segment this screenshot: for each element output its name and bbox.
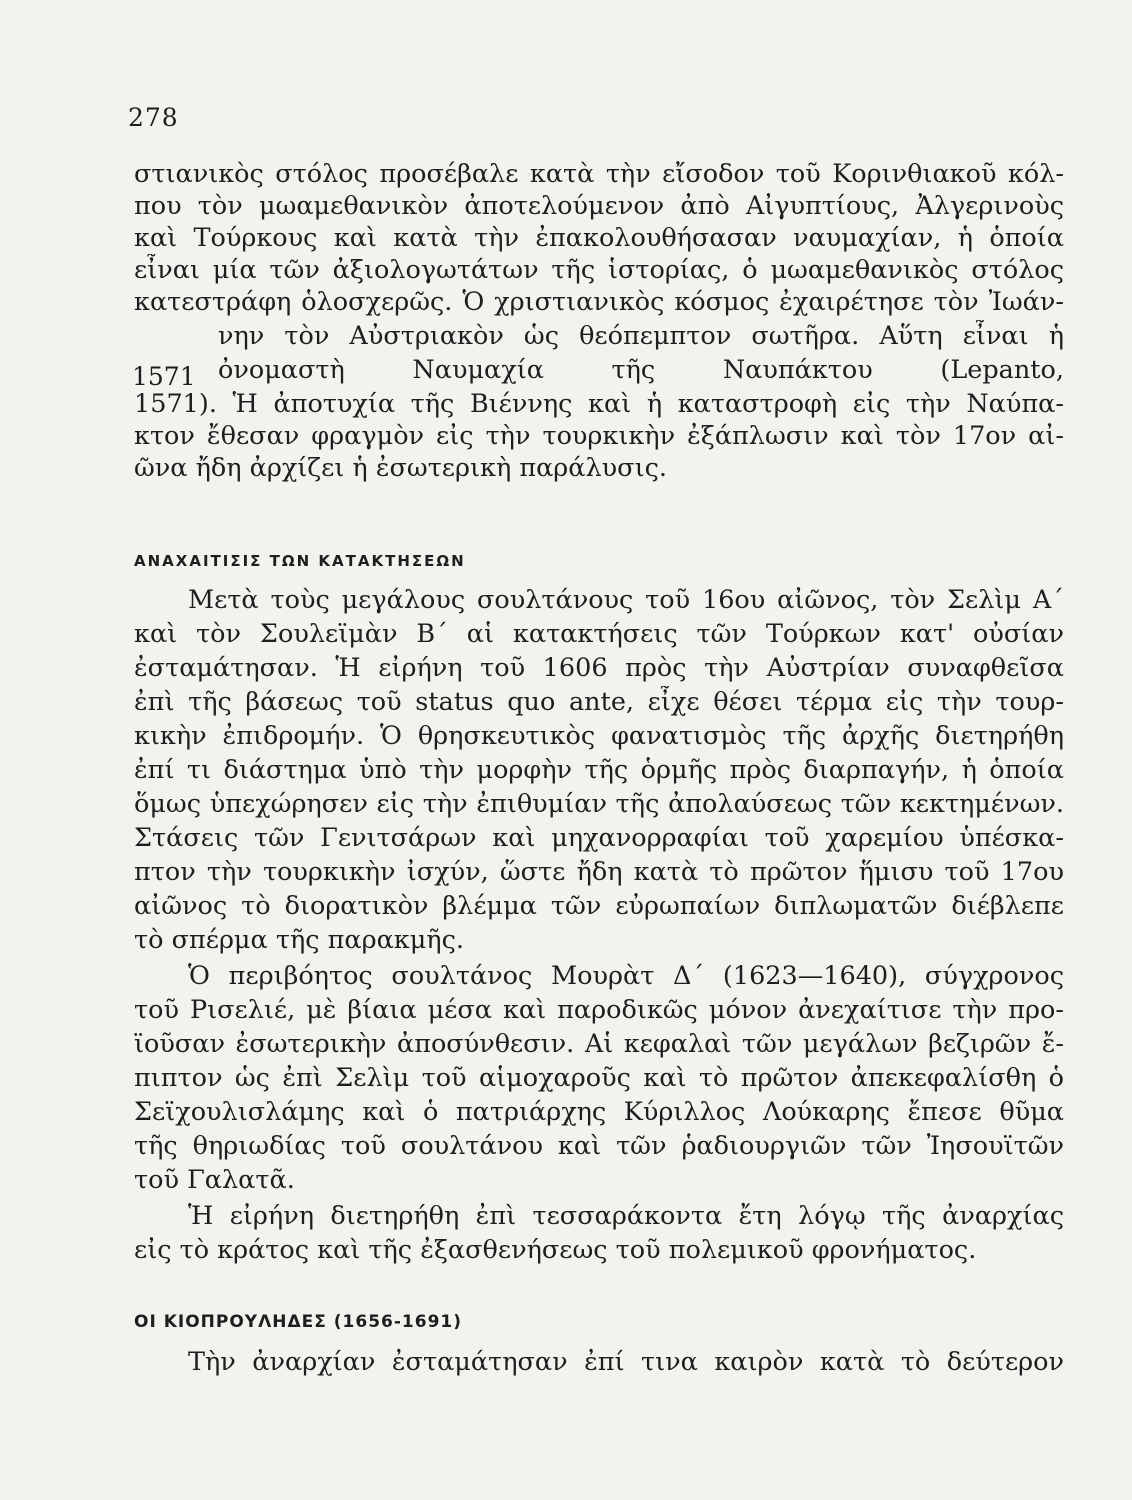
text-line: εἶναι μία τῶν ἀξιολογωτάτων τῆς ἱστορίας, ὁ μωαμεθανικὸς στόλος [134,255,1064,285]
text-line: ϊοῦσαν ἐσωτερικὴν ἀποσύνθεσιν. Αἱ κεφαλαὶ τῶν μεγάλων βεζιρῶν ἔ- [134,1029,1064,1059]
text-line: ἐπὶ τῆς βάσεως τοῦ status quo ante, εἶχε θέσει τέρμα εἰς τὴν τουρ- [134,687,1064,717]
text-line: κτον ἔθεσαν φραγμὸν εἰς τὴν τουρκικὴν ἐξάπλωσιν καὶ τὸν 17ον αἰ- [134,421,1064,451]
section-heading: ΟΙ ΚΙΟΠΡΟΥΛΗΔΕΣ (1656-1691) [134,1312,463,1332]
section-heading: ΑΝΑΧΑΙΤΙΣΙΣ ΤΩΝ ΚΑΤΑΚΤΗΣΕΩΝ [134,552,466,570]
text-line: Ὁ περιβόητος σουλτάνος Μουρὰτ Δ΄ (1623—1640), σύγχρονος [188,961,1064,991]
text-line: ὅμως ὑπεχώρησεν εἰς τὴν ἐπιθυμίαν τῆς ἀπολαύσεως τῶν κεκτημένων. [134,789,1064,819]
text-line: κικὴν ἐπιδρομήν. Ὁ θρησκευτικὸς φανατισμὸς τῆς ἀρχῆς διετηρήθη [134,721,1064,751]
text-line: κατεστράφη ὁλοσχερῶς. Ὁ χριστιανικὸς κόσμος ἐχαιρέτησε τὸν Ἰωάν- [134,287,1064,317]
text-line: εἰς τὸ κράτος καὶ τῆς ἐξασθενήσεως τοῦ πολεμικοῦ φρονήματος. [134,1235,977,1265]
text-line: Ἡ εἰρήνη διετηρήθη ἐπὶ τεσσαράκοντα ἔτη λόγῳ τῆς ἀναρχίας [188,1201,1064,1231]
text-line: Στάσεις τῶν Γενιτσάρων καὶ μηχανορραφίαι τοῦ χαρεμίου ὑπέσκα- [134,823,1064,853]
text-line: καὶ τὸν Σουλεϊμὰν Β΄ αἱ κατακτήσεις τῶν Τούρκων κατ' οὐσίαν [134,619,1064,649]
text-line: Σεϊχουλισλάμης καὶ ὁ πατριάρχης Κύριλλος Λούκαρης ἔπεσε θῦμα [134,1097,1064,1127]
text-line: τῆς θηριωδίας τοῦ σουλτάνου καὶ τῶν ῥαδιουργιῶν τῶν Ἰησουϊτῶν [134,1131,1064,1161]
text-line: πτον τὴν τουρκικὴν ἰσχύν, ὥστε ἤδη κατὰ τὸ πρῶτον ἥμισυ τοῦ 17ου [134,857,1064,887]
text-line: στιανικὸς στόλος προσέβαλε κατὰ τὴν εἴσοδον τοῦ Κορινθιακοῦ κόλ- [134,159,1064,189]
text-line: τὸ σπέρμα τῆς παρακμῆς. [134,925,464,955]
text-line: τοῦ Ρισελιέ, μὲ βίαια μέσα καὶ παροδικῶς μόνον ἀνεχαίτισε τὴν προ- [134,995,1064,1025]
text-line: ῶνα ἤδη ἀρχίζει ἡ ἐσωτερικὴ παράλυσις. [134,453,667,483]
text-line: αἰῶνος τὸ διορατικὸν βλέμμα τῶν εὐρωπαίων διπλωματῶν διέβλεπε [134,891,1064,921]
text-line: τοῦ Γαλατᾶ. [134,1165,295,1195]
text-line: πιπτον ὡς ἐπὶ Σελὶμ τοῦ αἱμοχαροῦς καὶ τὸ πρῶτον ἀπεκεφαλίσθη ὁ [134,1063,1064,1093]
margin-note-year: 1571 [132,362,196,391]
text-line: Τὴν ἀναρχίαν ἐσταμάτησαν ἐπί τινα καιρὸν κατὰ τὸ δεύτερον [188,1347,1064,1377]
text-line: καὶ Τούρκους καὶ κατὰ τὴν ἐπακολουθήσασαν ναυμαχίαν, ἡ ὁποία [134,223,1064,253]
page-number: 278 [128,103,179,132]
text-line: ἐπί τι διάστημα ὑπὸ τὴν μορφὴν τῆς ὁρμῆς πρὸς διαρπαγήν, ἡ ὁποία [134,755,1064,785]
text-line: 1571). Ἡ ἀποτυχία τῆς Βιέννης καὶ ἡ καταστροφὴ εἰς τὴν Ναύπα- [134,389,1064,419]
text-line: Μετὰ τοὺς μεγάλους σουλτάνους τοῦ 16ου αἰῶνος, τὸν Σελὶμ Α΄ [188,585,1064,615]
text-line: ὀνομαστὴ Ναυμαχία τῆς Ναυπάκτου (Lepanto, [218,355,1064,385]
text-line: που τὸν μωαμεθανικὸν ἀποτελούμενον ἀπὸ Αἰγυπτίους, Ἀλγερινοὺς [134,191,1064,221]
text-line: ἐσταμάτησαν. Ἡ εἰρήνη τοῦ 1606 πρὸς τὴν Αὐστρίαν συναφθεῖσα [134,653,1064,683]
text-line: νην τὸν Αὐστριακὸν ὡς θεόπεμπτον σωτῆρα. Αὕτη εἶναι ἡ [218,321,1064,351]
